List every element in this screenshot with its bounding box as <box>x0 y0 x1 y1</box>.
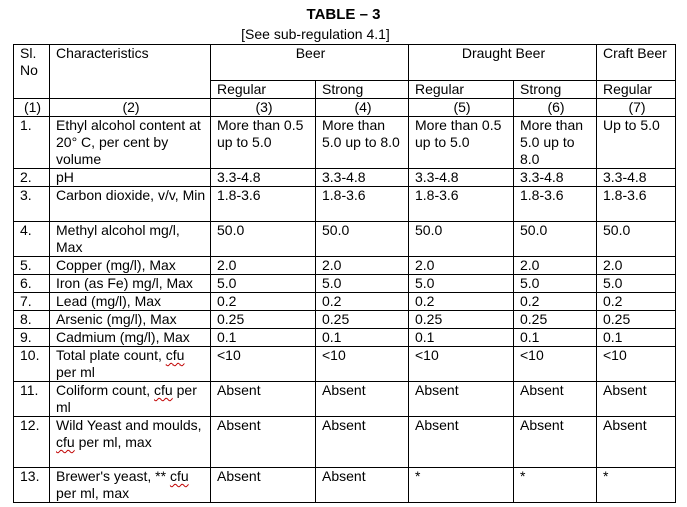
value-cell-beer-strong: Absent <box>316 468 409 503</box>
characteristic-cell: Lead (mg/l), Max <box>50 293 211 311</box>
table-row <box>14 169 676 187</box>
value-cell-beer-strong: 1.8-3.6 <box>316 187 409 222</box>
characteristic-cell: pH <box>50 169 211 187</box>
table-row <box>14 275 676 293</box>
characteristic-cell: Copper (mg/l), Max <box>50 257 211 275</box>
value-cell-beer-strong: Absent <box>316 417 409 468</box>
value-cell-beer-regular: 1.8-3.6 <box>211 187 316 222</box>
characteristic-text: per ml <box>56 364 95 380</box>
value-cell-beer-strong: 50.0 <box>316 222 409 257</box>
value-cell-beer-strong: Absent <box>316 382 409 417</box>
value-cell-beer-strong: 3.3-4.8 <box>316 169 409 187</box>
header-row-1 <box>14 45 676 81</box>
col-number: (3) <box>211 99 316 117</box>
value-cell-draught-regular: 50.0 <box>409 222 514 257</box>
table-row <box>14 347 676 382</box>
value-cell-draught-strong: Absent <box>514 382 597 417</box>
col-header-craft-regular: Regular <box>597 81 676 99</box>
table-subtitle: [See sub-regulation 4.1] <box>241 26 390 42</box>
sl-no-cell: 2. <box>14 169 50 187</box>
characteristic-text: per ml, max <box>56 485 130 501</box>
column-number-row <box>14 99 676 117</box>
value-cell-craft-regular: * <box>597 468 676 503</box>
characteristic-cell <box>50 417 211 468</box>
value-cell-craft-regular: 1.8-3.6 <box>597 187 676 222</box>
value-cell-beer-regular: 3.3-4.8 <box>211 169 316 187</box>
standards-table <box>13 44 676 503</box>
value-cell-beer-regular: 0.2 <box>211 293 316 311</box>
sl-no-cell: 8. <box>14 311 50 329</box>
col-header-sl-no: Sl. No <box>14 45 50 99</box>
sl-no-cell: 9. <box>14 329 50 347</box>
value-cell-draught-regular: <10 <box>409 347 514 382</box>
table-title: TABLE – 3 <box>306 6 381 23</box>
value-cell-draught-strong: Absent <box>514 417 597 468</box>
spellcheck-word: cfu <box>56 434 75 450</box>
value-cell-beer-regular: 50.0 <box>211 222 316 257</box>
col-header-characteristics: Characteristics <box>50 45 211 99</box>
value-cell-draught-strong: 5.0 <box>514 275 597 293</box>
col-number: (2) <box>50 99 211 117</box>
table-row <box>14 417 676 468</box>
spellcheck-word: cfu <box>154 382 173 398</box>
value-cell-draught-strong: 0.1 <box>514 329 597 347</box>
table-row <box>14 117 676 169</box>
value-cell-draught-regular: 3.3-4.8 <box>409 169 514 187</box>
value-cell-craft-regular: 5.0 <box>597 275 676 293</box>
value-cell-beer-regular: 0.1 <box>211 329 316 347</box>
value-cell-beer-strong: 5.0 <box>316 275 409 293</box>
characteristic-cell: Iron (as Fe) mg/l, Max <box>50 275 211 293</box>
characteristic-cell <box>50 347 211 382</box>
col-header-draught-regular: Regular <box>409 81 514 99</box>
characteristic-text: Coliform count, <box>56 382 155 398</box>
value-cell-beer-strong: More than 5.0 up to 8.0 <box>316 117 409 169</box>
table-row <box>14 311 676 329</box>
characteristic-text: per ml <box>56 382 197 415</box>
value-cell-craft-regular: <10 <box>597 347 676 382</box>
sl-no-cell: 12. <box>14 417 50 468</box>
col-number: (4) <box>316 99 409 117</box>
value-cell-craft-regular: 50.0 <box>597 222 676 257</box>
value-cell-draught-strong: 0.2 <box>514 293 597 311</box>
col-header-draught-beer: Draught Beer <box>409 45 597 81</box>
value-cell-beer-strong: 0.1 <box>316 329 409 347</box>
sl-no-cell: 5. <box>14 257 50 275</box>
sl-no-cell: 6. <box>14 275 50 293</box>
sl-no-cell: 3. <box>14 187 50 222</box>
value-cell-beer-regular: Absent <box>211 417 316 468</box>
col-number: (6) <box>514 99 597 117</box>
value-cell-draught-regular: 5.0 <box>409 275 514 293</box>
value-cell-draught-regular: 2.0 <box>409 257 514 275</box>
value-cell-draught-regular: Absent <box>409 417 514 468</box>
col-header-craft-beer: Craft Beer <box>597 45 676 81</box>
value-cell-beer-strong: 2.0 <box>316 257 409 275</box>
value-cell-draught-strong: More than 5.0 up to 8.0 <box>514 117 597 169</box>
sl-no-cell: 1. <box>14 117 50 169</box>
col-header-beer-regular: Regular <box>211 81 316 99</box>
table-row <box>14 187 676 222</box>
sl-no-cell: 11. <box>14 382 50 417</box>
sl-no-cell: 10. <box>14 347 50 382</box>
characteristic-text: Brewer's yeast, ** <box>56 468 170 484</box>
value-cell-beer-regular: <10 <box>211 347 316 382</box>
value-cell-draught-strong: 2.0 <box>514 257 597 275</box>
value-cell-craft-regular: Absent <box>597 417 676 468</box>
value-cell-craft-regular: 3.3-4.8 <box>597 169 676 187</box>
table-row <box>14 257 676 275</box>
col-number: (7) <box>597 99 676 117</box>
value-cell-draught-strong: * <box>514 468 597 503</box>
value-cell-beer-regular: Absent <box>211 382 316 417</box>
value-cell-draught-strong: 3.3-4.8 <box>514 169 597 187</box>
value-cell-draught-regular: 0.25 <box>409 311 514 329</box>
table-row <box>14 293 676 311</box>
value-cell-draught-regular: More than 0.5 up to 5.0 <box>409 117 514 169</box>
value-cell-craft-regular: Up to 5.0 <box>597 117 676 169</box>
value-cell-draught-regular: Absent <box>409 382 514 417</box>
value-cell-draught-strong: 0.25 <box>514 311 597 329</box>
table-row <box>14 222 676 257</box>
characteristic-text: Wild Yeast and moulds, <box>56 417 202 433</box>
value-cell-draught-strong: 1.8-3.6 <box>514 187 597 222</box>
value-cell-craft-regular: 0.2 <box>597 293 676 311</box>
table-row <box>14 468 676 503</box>
value-cell-draught-strong: <10 <box>514 347 597 382</box>
characteristic-cell: Cadmium (mg/l), Max <box>50 329 211 347</box>
value-cell-draught-regular: 0.1 <box>409 329 514 347</box>
value-cell-beer-strong: 0.25 <box>316 311 409 329</box>
table-row <box>14 382 676 417</box>
value-cell-beer-strong: 0.2 <box>316 293 409 311</box>
characteristic-cell: Ethyl alcohol content at 20° C, per cent by volume <box>50 117 211 169</box>
characteristic-cell: Carbon dioxide, v/v, Min <box>50 187 211 222</box>
value-cell-draught-regular: 0.2 <box>409 293 514 311</box>
col-number: (1) <box>14 99 50 117</box>
value-cell-beer-regular: 5.0 <box>211 275 316 293</box>
value-cell-craft-regular: 0.1 <box>597 329 676 347</box>
value-cell-draught-strong: 50.0 <box>514 222 597 257</box>
characteristic-text: per ml, max <box>74 434 152 450</box>
characteristic-cell: Arsenic (mg/l), Max <box>50 311 211 329</box>
characteristic-cell <box>50 468 211 503</box>
spellcheck-word: cfu <box>169 468 189 484</box>
sl-no-cell: 13. <box>14 468 50 503</box>
value-cell-craft-regular: 2.0 <box>597 257 676 275</box>
value-cell-beer-regular: Absent <box>211 468 316 503</box>
table-row <box>14 329 676 347</box>
value-cell-craft-regular: 0.25 <box>597 311 676 329</box>
value-cell-beer-regular: More than 0.5 up to 5.0 <box>211 117 316 169</box>
col-header-beer: Beer <box>211 45 409 81</box>
col-header-beer-strong: Strong <box>316 81 409 99</box>
sl-no-cell: 7. <box>14 293 50 311</box>
value-cell-beer-regular: 0.25 <box>211 311 316 329</box>
sl-no-cell: 4. <box>14 222 50 257</box>
value-cell-beer-strong: <10 <box>316 347 409 382</box>
col-number: (5) <box>409 99 514 117</box>
value-cell-beer-regular: 2.0 <box>211 257 316 275</box>
characteristic-text: Total plate count, <box>56 347 166 363</box>
value-cell-craft-regular: Absent <box>597 382 676 417</box>
spellcheck-word: cfu <box>165 347 185 363</box>
characteristic-cell: Methyl alcohol mg/l, Max <box>50 222 211 257</box>
value-cell-draught-regular: * <box>409 468 514 503</box>
characteristic-cell <box>50 382 211 417</box>
col-header-draught-strong: Strong <box>514 81 597 99</box>
value-cell-draught-regular: 1.8-3.6 <box>409 187 514 222</box>
